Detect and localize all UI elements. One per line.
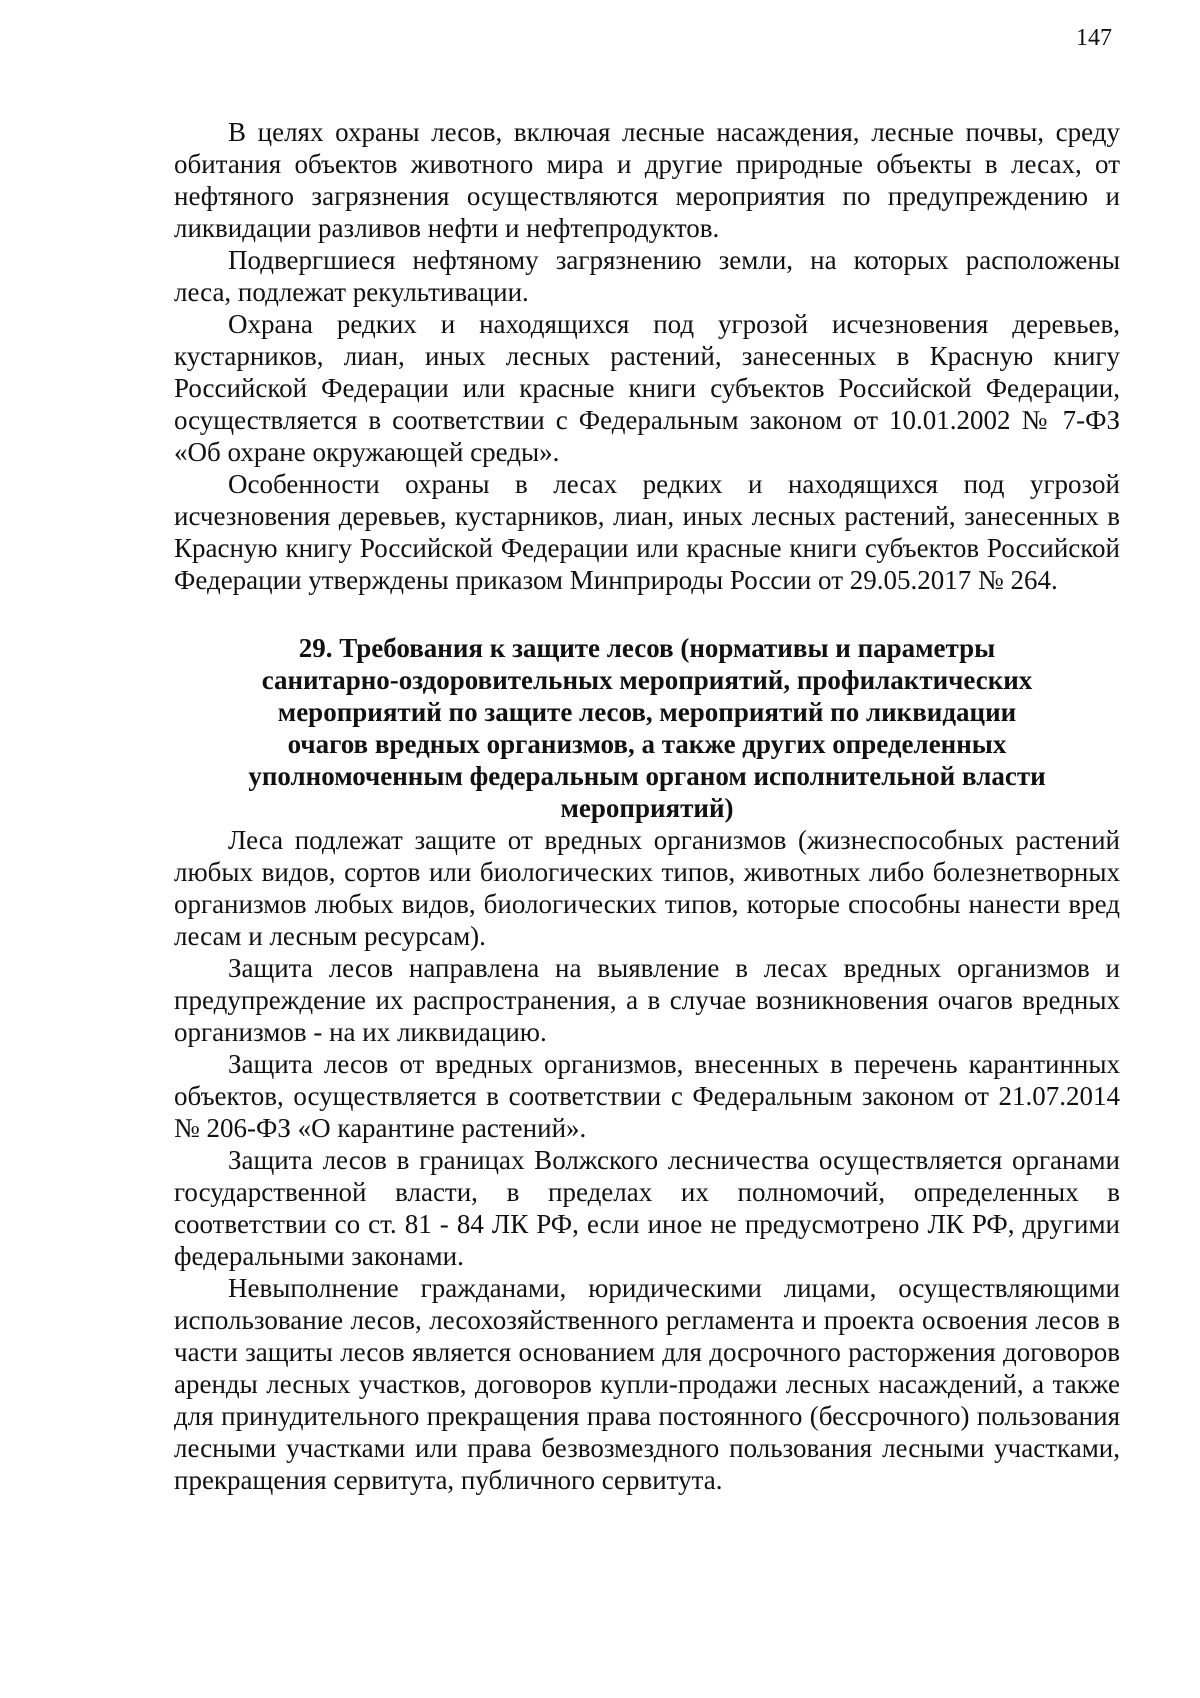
paragraph-quarantine: Защита лесов от вредных организмов, внесенных в перечень карантинных объектов, осуществляется в соответствии с Федеральным законом от 21.07.2014 № 206-ФЗ «О карантине растений». — [174, 1049, 1120, 1143]
section-heading: 29. Требования к защите лесов (нормативы и параметры санитарно-оздоровительных мероприятий, профилактических мероприятий по защите лесов, мероприятий по ликвидации очагов вредных организмов, а также других определенных уполномоченным федеральным органом исполнительной власти мероприятий) — [248, 633, 1046, 823]
paragraph-authorities: Защита лесов в границах Волжского лесничества осуществляется органами государственной власти, в пределах их полномочий, определенных в соответствии со ст. 81 - 84 ЛК РФ, если иное не предусмотрено ЛК РФ, другими федеральными законами. — [174, 1145, 1120, 1271]
document-body — [174, 116, 1120, 1496]
paragraph-harmful-organisms: Леса подлежат защите от вредных организмов (жизнеспособных растений любых видов, сортов или биологических типов, животных либо болезнетворных организмов любых видов, биологических типов, которые способны нанести вред лесам и лесным ресурсам). — [174, 825, 1120, 951]
paragraph-rare-species-protection: Охрана редких и находящихся под угрозой исчезновения деревьев, кустарников, лиан, иных лесных растений, занесенных в Красную книгу Российской Федерации или красные книги субъектов Российской Федерации, осуществляется в соответствии с Федеральным законом от 10.01.2002 № 7-ФЗ «Об охране окружающей среды». — [174, 309, 1120, 467]
paragraph-oil-pollution: В целях охраны лесов, включая лесные насаждения, лесные почвы, среду обитания объектов животного мира и другие природные объекты в лесах, от нефтяного загрязнения осуществляются мероприятия по предупреждению и ликвидации разливов нефти и нефтепродуктов. — [174, 117, 1120, 243]
paragraph-rare-species-features: Особенности охраны в лесах редких и находящихся под угрозой исчезновения деревьев, кустарников, лиан, иных лесных растений, занесенных в Красную книгу Российской Федерации или красные книги субъектов Российской Федерации утверждены приказом Минприроды России от 29.05.2017 № 264. — [174, 469, 1120, 595]
paragraph-protection-purpose: Защита лесов направлена на выявление в лесах вредных организмов и предупреждение их распространения, а в случае возникновения очагов вредных организмов - на их ликвидацию. — [174, 953, 1120, 1047]
paragraph-noncompliance: Невыполнение гражданами, юридическими лицами, осуществляющими использование лесов, лесохозяйственного регламента и проекта освоения лесов в части защиты лесов является основанием для досрочного расторжения договоров аренды лесных участков, договоров купли-продажи лесных насаждений, а также для принудительного прекращения права постоянного (бессрочного) пользования лесными участками или права безвозмездного пользования лесными участками, прекращения сервитута, публичного сервитута. — [174, 1273, 1120, 1495]
paragraph-recultivation: Подвергшиеся нефтяному загрязнению земли, на которых расположены леса, подлежат рекультивации. — [174, 245, 1120, 307]
page-number: 147 — [1076, 25, 1112, 51]
